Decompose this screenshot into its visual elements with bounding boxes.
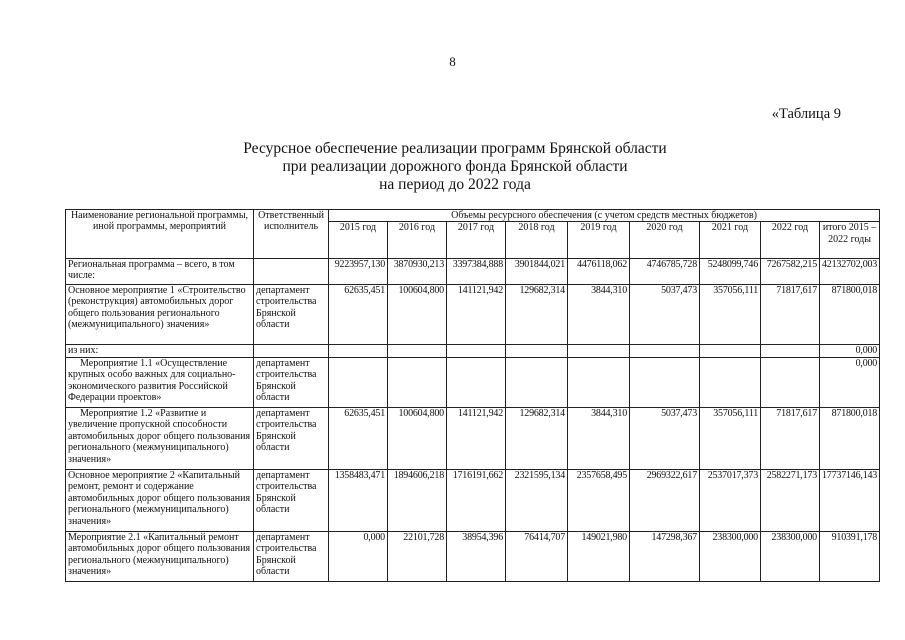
cell-value: 238300,000 bbox=[761, 532, 820, 582]
cell-value: 1894606,218 bbox=[388, 470, 447, 532]
row-responsible bbox=[254, 259, 329, 285]
cell-value: 3901844,021 bbox=[506, 259, 568, 285]
cell-value: 3844,310 bbox=[568, 285, 630, 345]
cell-value bbox=[447, 345, 506, 358]
cell-value: 4746785,728 bbox=[630, 259, 700, 285]
row-name: Мероприятие 1.2 «Развитие и увеличение пропускной способности автомобильных дорог общего пользования регионального (межмуниципального) значения» bbox=[66, 408, 254, 470]
cell-value: 1716191,662 bbox=[447, 470, 506, 532]
cell-value: 4476118,062 bbox=[568, 259, 630, 285]
cell-value bbox=[568, 345, 630, 358]
cell-value: 141121,942 bbox=[447, 285, 506, 345]
header-year: 2018 год bbox=[506, 222, 568, 259]
header-year: 2020 год bbox=[630, 222, 700, 259]
table-row bbox=[66, 345, 880, 358]
header-total: итого 2015 – 2022 годы bbox=[820, 222, 880, 259]
cell-value bbox=[700, 358, 761, 408]
cell-value: 71817,617 bbox=[761, 285, 820, 345]
cell-value: 129682,314 bbox=[506, 285, 568, 345]
title-line-2: при реализации дорожного фонда Брянской области bbox=[282, 158, 628, 175]
row-responsible: департамент строительства Брянской области bbox=[254, 285, 329, 345]
cell-value: 5248099,746 bbox=[700, 259, 761, 285]
cell-value: 129682,314 bbox=[506, 408, 568, 470]
cell-value bbox=[630, 358, 700, 408]
resource-table bbox=[65, 209, 880, 582]
cell-value bbox=[447, 358, 506, 408]
cell-value bbox=[568, 358, 630, 408]
cell-value bbox=[388, 358, 447, 408]
cell-value: 357056,111 bbox=[700, 408, 761, 470]
row-responsible: департамент строительства Брянской области bbox=[254, 408, 329, 470]
cell-value: 0,000 bbox=[329, 532, 388, 582]
header-resource-volume: Объемы ресурсного обеспечения (с учетом средств местных бюджетов) bbox=[329, 210, 880, 222]
cell-total: 0,000 bbox=[820, 345, 880, 358]
table-caption: «Таблица 9 bbox=[771, 106, 841, 122]
cell-value: 71817,617 bbox=[761, 408, 820, 470]
cell-value: 62635,451 bbox=[329, 285, 388, 345]
row-name: Основное мероприятие 1 «Строительство (реконструкция) автомобильных дорог общего пользования регионального (межмуниципального) значения» bbox=[66, 285, 254, 345]
cell-value: 2969322,617 bbox=[630, 470, 700, 532]
cell-value: 2582271,173 bbox=[761, 470, 820, 532]
cell-total: 0,000 bbox=[820, 358, 880, 408]
cell-value: 1358483,471 bbox=[329, 470, 388, 532]
cell-value: 22101,728 bbox=[388, 532, 447, 582]
row-responsible bbox=[254, 345, 329, 358]
cell-value: 147298,367 bbox=[630, 532, 700, 582]
header-year: 2016 год bbox=[388, 222, 447, 259]
cell-value bbox=[506, 345, 568, 358]
cell-value: 7267582,215 bbox=[761, 259, 820, 285]
cell-value: 76414,707 bbox=[506, 532, 568, 582]
document-title bbox=[230, 140, 680, 194]
row-responsible: департамент строительства Брянской области bbox=[254, 470, 329, 532]
cell-value: 149021,980 bbox=[568, 532, 630, 582]
cell-value: 238300,000 bbox=[700, 532, 761, 582]
cell-value: 3397384,888 bbox=[447, 259, 506, 285]
table-row bbox=[66, 470, 880, 532]
cell-total: 871800,018 bbox=[820, 408, 880, 470]
header-name: Наименование региональной программы, иной программы, мероприятий bbox=[66, 210, 254, 259]
header-year: 2019 год bbox=[568, 222, 630, 259]
cell-value bbox=[700, 345, 761, 358]
table-row bbox=[66, 285, 880, 345]
cell-value bbox=[761, 345, 820, 358]
cell-value: 2357658,495 bbox=[568, 470, 630, 532]
row-responsible: департамент строительства Брянской области bbox=[254, 358, 329, 408]
row-responsible: департамент строительства Брянской области bbox=[254, 532, 329, 582]
row-name: Региональная программа – всего, в том числе: bbox=[66, 259, 254, 285]
header-year: 2022 год bbox=[761, 222, 820, 259]
row-name: Основное мероприятие 2 «Капитальный ремонт, ремонт и содержание автомобильных дорог общего пользования регионального (межмуниципального) значения» bbox=[66, 470, 254, 532]
cell-value bbox=[630, 345, 700, 358]
page-number: 8 bbox=[449, 54, 456, 69]
cell-value bbox=[329, 345, 388, 358]
header-responsible: Ответственный исполнитель bbox=[254, 210, 329, 259]
cell-value: 100604,800 bbox=[388, 408, 447, 470]
cell-value: 9223957,130 bbox=[329, 259, 388, 285]
row-name: Мероприятие 2.1 «Капитальный ремонт автомобильных дорог общего пользования регионального (межмуниципального) значения» bbox=[66, 532, 254, 582]
cell-total: 17737146,143 bbox=[820, 470, 880, 532]
cell-total: 871800,018 bbox=[820, 285, 880, 345]
cell-value: 5037,473 bbox=[630, 285, 700, 345]
cell-value: 357056,111 bbox=[700, 285, 761, 345]
table-row bbox=[66, 408, 880, 470]
cell-value bbox=[761, 358, 820, 408]
cell-value: 100604,800 bbox=[388, 285, 447, 345]
table-row bbox=[66, 532, 880, 582]
cell-value: 38954,396 bbox=[447, 532, 506, 582]
row-name: Мероприятие 1.1 «Осуществление крупных особо важных для социально-экономического развития Российской Федерации проектов» bbox=[66, 358, 254, 408]
table-row bbox=[66, 259, 880, 285]
cell-value: 3870930,213 bbox=[388, 259, 447, 285]
cell-value: 3844,310 bbox=[568, 408, 630, 470]
header-year: 2017 год bbox=[447, 222, 506, 259]
header-year: 2021 год bbox=[700, 222, 761, 259]
cell-value bbox=[329, 358, 388, 408]
cell-value: 2537017,373 bbox=[700, 470, 761, 532]
cell-value bbox=[506, 358, 568, 408]
cell-value bbox=[388, 345, 447, 358]
row-name: из них: bbox=[66, 345, 254, 358]
cell-value: 62635,451 bbox=[329, 408, 388, 470]
title-line-3: на период до 2022 года bbox=[379, 176, 531, 193]
cell-value: 5037,473 bbox=[630, 408, 700, 470]
cell-total: 910391,178 bbox=[820, 532, 880, 582]
table-row bbox=[66, 358, 880, 408]
title-line-1: Ресурсное обеспечение реализации программ Брянской области bbox=[243, 140, 667, 157]
cell-total: 42132702,003 bbox=[820, 259, 880, 285]
cell-value: 141121,942 bbox=[447, 408, 506, 470]
cell-value: 2321595,134 bbox=[506, 470, 568, 532]
header-year: 2015 год bbox=[329, 222, 388, 259]
